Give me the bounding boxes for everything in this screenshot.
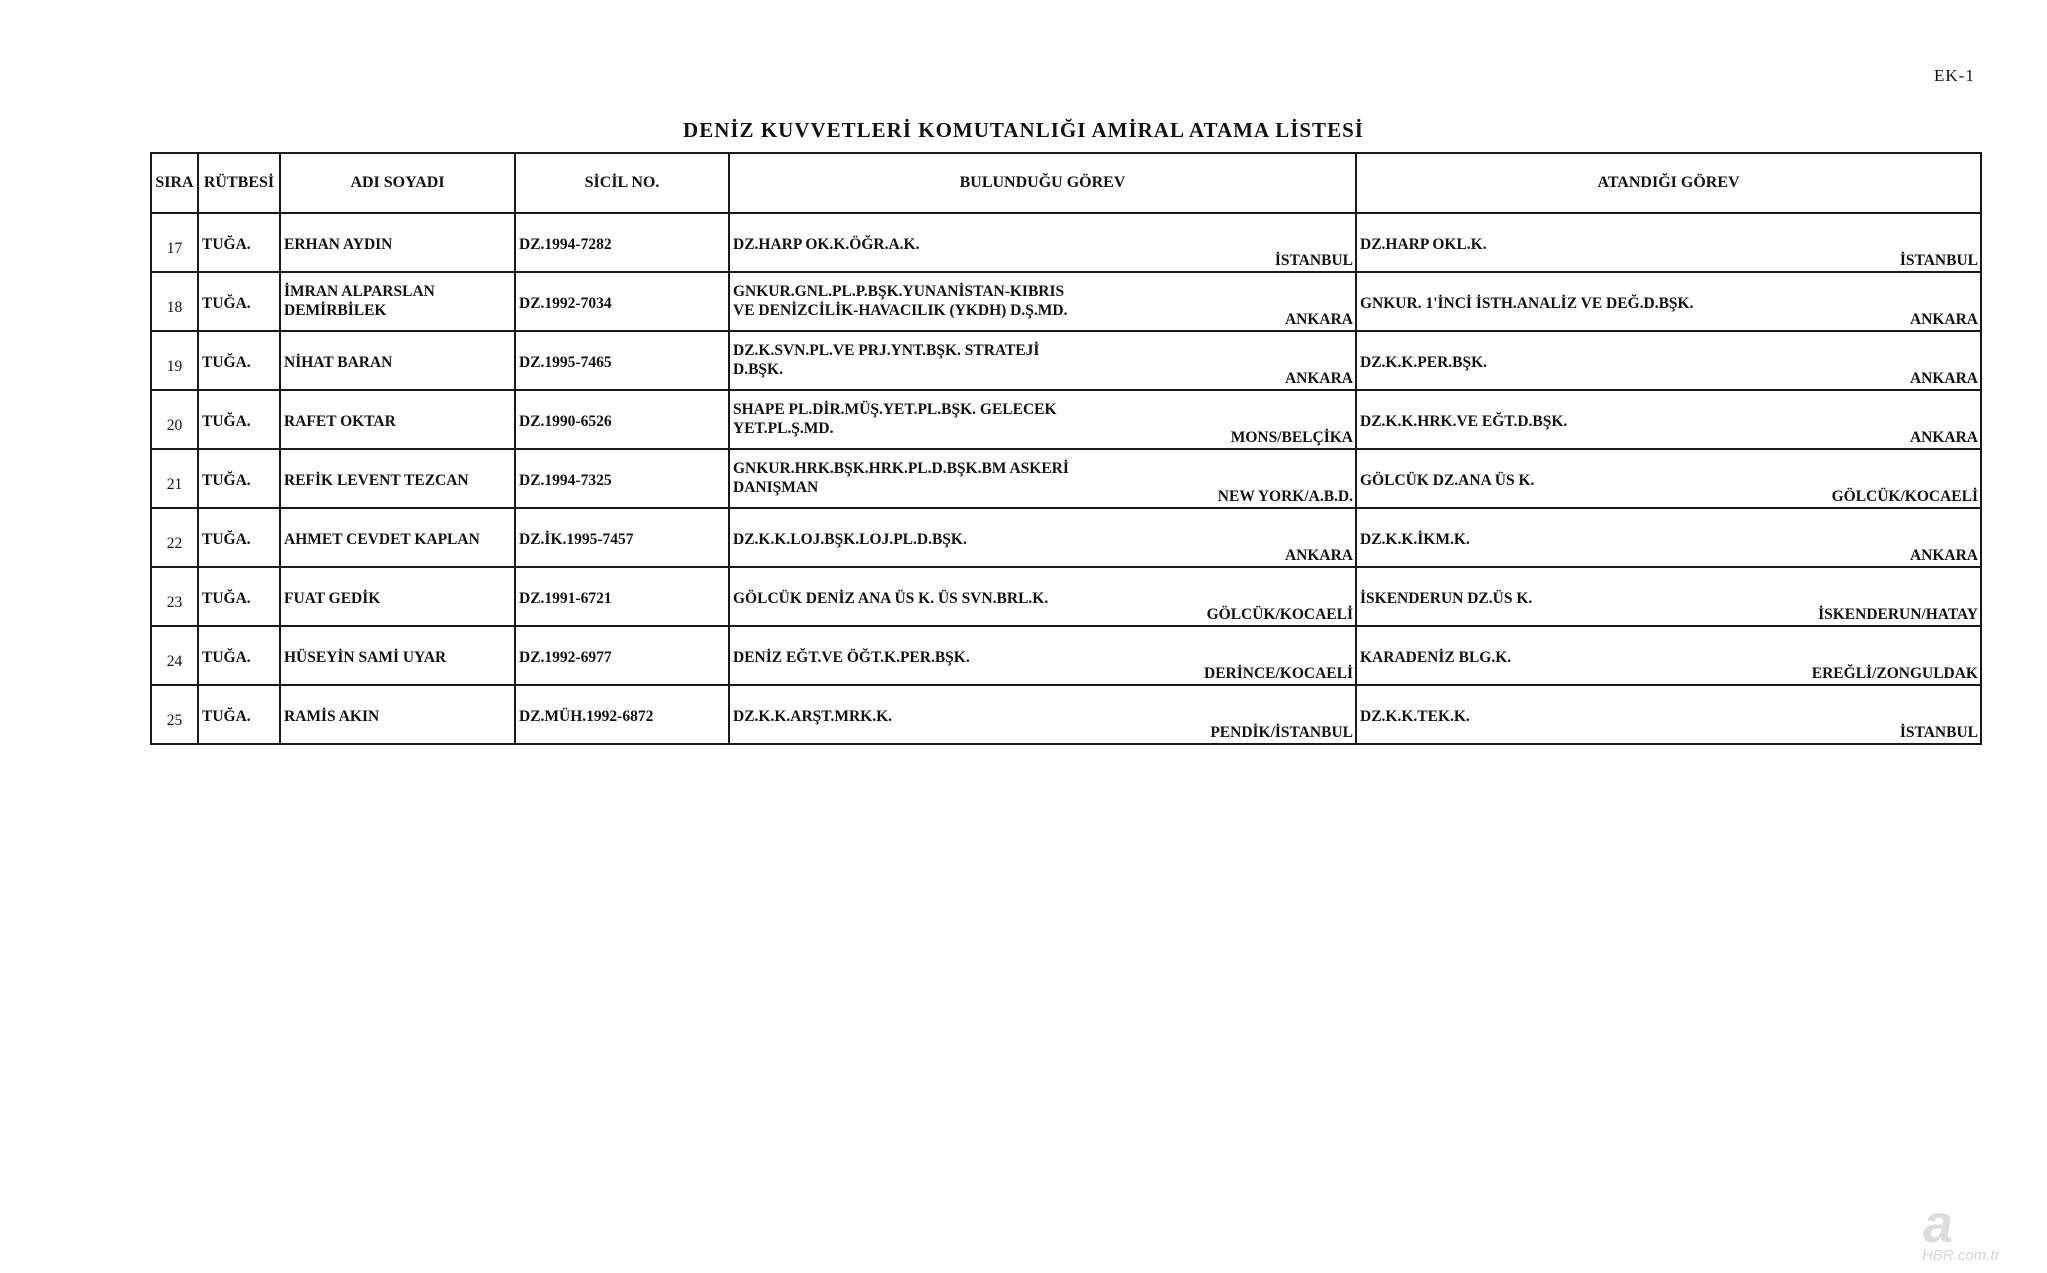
cell-sira	[151, 567, 198, 626]
cell-sira	[151, 272, 198, 331]
cell-sicil	[515, 272, 729, 331]
assigned-location: EREĞLİ/ZONGULDAK	[1811, 665, 1978, 682]
current-post-line: GNKUR.HRK.BŞK.HRK.PL.D.BŞK.BM ASKERİ	[733, 460, 1069, 477]
cell-assigned-box	[1357, 450, 1980, 507]
appointment-table	[150, 152, 1982, 745]
assigned-post: GÖLCÜK DZ.ANA ÜS K.	[1360, 472, 1535, 489]
current-location: PENDİK/İSTANBUL	[1210, 724, 1353, 741]
assigned-post: İSKENDERUN DZ.ÜS K.	[1360, 590, 1533, 607]
assigned-post: GNKUR. 1'İNCİ İSTH.ANALİZ VE DEĞ.D.BŞK.	[1360, 295, 1694, 312]
current-location: İSTANBUL	[1274, 252, 1353, 269]
current-post	[733, 531, 1352, 549]
cell-sicil	[515, 213, 729, 272]
current-post	[733, 236, 1352, 254]
table-row	[151, 272, 1981, 331]
cell-sira-box	[152, 273, 197, 330]
person-name-line: AHMET CEVDET KAPLAN	[284, 531, 480, 548]
cell-rutbe	[198, 626, 280, 685]
cell-sira-box	[152, 332, 197, 389]
person-name-line: NİHAT BARAN	[284, 354, 393, 371]
assigned-post: DZ.K.K.TEK.K.	[1360, 708, 1470, 725]
cell-sicil	[515, 685, 729, 744]
registry-number: DZ.1990-6526	[519, 413, 612, 430]
person-name	[284, 590, 511, 608]
person-name-line: HÜSEYİN SAMİ UYAR	[284, 649, 447, 666]
cell-name	[280, 508, 515, 567]
assigned-location: İSKENDERUN/HATAY	[1818, 606, 1978, 623]
rank-text: TUĞA.	[202, 354, 251, 371]
current-location: ANKARA	[1284, 370, 1353, 387]
cell-name-box	[281, 214, 514, 271]
cell-assigned-box	[1357, 332, 1980, 389]
cell-assigned-box	[1357, 214, 1980, 271]
cell-sira	[151, 449, 198, 508]
watermark-site: HBR.com.tr	[1922, 1247, 2000, 1264]
column-header-name: ADI SOYADI	[280, 153, 515, 213]
cell-assigned-post	[1356, 213, 1981, 272]
cell-name-box	[281, 627, 514, 684]
current-post-line: D.BŞK.	[733, 361, 783, 378]
rank-text: TUĞA.	[202, 413, 251, 430]
cell-rutbe-box	[199, 627, 279, 684]
cell-sicil-box	[516, 686, 728, 743]
cell-name-box	[281, 568, 514, 625]
cell-current-box	[730, 450, 1355, 507]
cell-assigned-post	[1356, 508, 1981, 567]
person-name	[284, 472, 511, 490]
cell-rutbe	[198, 390, 280, 449]
table-row	[151, 508, 1981, 567]
table-row	[151, 331, 1981, 390]
current-post-line: GNKUR.GNL.PL.P.BŞK.YUNANİSTAN-KIBRIS	[733, 283, 1065, 300]
person-name	[284, 649, 511, 667]
cell-current-box	[730, 568, 1355, 625]
table-row	[151, 685, 1981, 744]
assigned-location: İSTANBUL	[1899, 724, 1978, 741]
cell-sira	[151, 331, 198, 390]
cell-sira-box	[152, 568, 197, 625]
cell-sira-box	[152, 686, 197, 743]
current-location: ANKARA	[1284, 547, 1353, 564]
watermark-brand-letter: a	[1922, 1202, 1954, 1254]
cell-sira-box	[152, 214, 197, 271]
rank-text: TUĞA.	[202, 649, 251, 666]
cell-sicil-box	[516, 568, 728, 625]
cell-rutbe-box	[199, 391, 279, 448]
cell-rutbe	[198, 272, 280, 331]
person-name-line: FUAT GEDİK	[284, 590, 381, 607]
cell-sicil-box	[516, 273, 728, 330]
cell-sira	[151, 626, 198, 685]
assigned-location: ANKARA	[1909, 311, 1978, 328]
cell-sira-box	[152, 509, 197, 566]
current-post-line: DENİZ EĞT.VE ÖĞT.K.PER.BŞK.	[733, 649, 970, 666]
cell-assigned-post	[1356, 390, 1981, 449]
appendix-label: EK-1	[1934, 66, 1975, 85]
cell-current-box	[730, 332, 1355, 389]
registry-number: DZ.1994-7282	[519, 236, 612, 253]
registry-number: DZ.1992-7034	[519, 295, 612, 312]
cell-sicil-box	[516, 509, 728, 566]
cell-assigned-post	[1356, 685, 1981, 744]
cell-sicil-box	[516, 391, 728, 448]
cell-rutbe	[198, 685, 280, 744]
current-location: MONS/BELÇİKA	[1230, 429, 1353, 446]
current-post-line: VE DENİZCİLİK-HAVACILIK (YKDH) D.Ş.MD.	[733, 302, 1068, 319]
sira-number: 20	[166, 417, 183, 434]
current-location: DERİNCE/KOCAELİ	[1204, 665, 1353, 682]
table-row	[151, 626, 1981, 685]
cell-assigned-box	[1357, 391, 1980, 448]
cell-rutbe	[198, 331, 280, 390]
cell-current-post	[729, 272, 1356, 331]
rank-text: TUĞA.	[202, 531, 251, 548]
cell-name-box	[281, 273, 514, 330]
cell-rutbe	[198, 567, 280, 626]
cell-current-post	[729, 685, 1356, 744]
cell-current-post	[729, 567, 1356, 626]
assigned-location: ANKARA	[1909, 547, 1978, 564]
cell-assigned-box	[1357, 627, 1980, 684]
cell-rutbe-box	[199, 509, 279, 566]
cell-current-post	[729, 449, 1356, 508]
cell-assigned-box	[1357, 686, 1980, 743]
current-post-line: DZ.K.SVN.PL.VE PRJ.YNT.BŞK. STRATEJİ	[733, 342, 1040, 359]
cell-rutbe-box	[199, 450, 279, 507]
cell-current-box	[730, 627, 1355, 684]
cell-assigned-post	[1356, 449, 1981, 508]
cell-rutbe-box	[199, 332, 279, 389]
cell-rutbe	[198, 213, 280, 272]
cell-name	[280, 331, 515, 390]
cell-sicil-box	[516, 332, 728, 389]
cell-name-box	[281, 450, 514, 507]
cell-assigned-post	[1356, 626, 1981, 685]
cell-name-box	[281, 686, 514, 743]
table-row	[151, 567, 1981, 626]
person-name	[284, 282, 511, 320]
rank-text: TUĞA.	[202, 708, 251, 725]
current-post-line: DZ.K.K.LOJ.BŞK.LOJ.PL.D.BŞK.	[733, 531, 967, 548]
registry-number: DZ.1995-7465	[519, 354, 612, 371]
cell-assigned-post	[1356, 567, 1981, 626]
cell-sicil	[515, 567, 729, 626]
person-name	[284, 236, 511, 254]
registry-number: DZ.1994-7325	[519, 472, 612, 489]
rank-text: TUĞA.	[202, 472, 251, 489]
cell-current-post	[729, 508, 1356, 567]
cell-rutbe	[198, 508, 280, 567]
current-post-line: YET.PL.Ş.MD.	[733, 420, 834, 437]
registry-number: DZ.MÜH.1992-6872	[519, 708, 654, 725]
cell-sira	[151, 213, 198, 272]
cell-name	[280, 272, 515, 331]
registry-number: DZ.1992-6977	[519, 649, 612, 666]
cell-current-post	[729, 390, 1356, 449]
current-post-line: DZ.HARP OK.K.ÖĞR.A.K.	[733, 236, 920, 253]
person-name-line: ERHAN AYDIN	[284, 236, 393, 253]
table-header-row	[151, 153, 1981, 213]
cell-sicil	[515, 508, 729, 567]
rank-text: TUĞA.	[202, 236, 251, 253]
current-location: ANKARA	[1284, 311, 1353, 328]
person-name-line: REFİK LEVENT TEZCAN	[284, 472, 469, 489]
cell-assigned-post	[1356, 331, 1981, 390]
assigned-post: DZ.K.K.PER.BŞK.	[1360, 354, 1488, 371]
cell-rutbe-box	[199, 686, 279, 743]
page-title: DENİZ KUVVETLERİ KOMUTANLIĞI AMİRAL ATAMA LİSTESİ	[683, 118, 1364, 142]
cell-current-box	[730, 273, 1355, 330]
cell-name-box	[281, 391, 514, 448]
cell-current-post	[729, 213, 1356, 272]
sira-number: 21	[166, 476, 183, 493]
cell-assigned-box	[1357, 509, 1980, 566]
cell-rutbe-box	[199, 273, 279, 330]
cell-name	[280, 626, 515, 685]
current-post-line: SHAPE PL.DİR.MÜŞ.YET.PL.BŞK. GELECEK	[733, 401, 1057, 418]
cell-sicil-box	[516, 450, 728, 507]
current-post	[733, 341, 1352, 379]
cell-sira	[151, 685, 198, 744]
cell-name	[280, 449, 515, 508]
current-location: GÖLCÜK/KOCAELİ	[1206, 606, 1353, 623]
cell-sicil	[515, 390, 729, 449]
cell-name-box	[281, 332, 514, 389]
cell-sicil	[515, 331, 729, 390]
table-row	[151, 213, 1981, 272]
current-post	[733, 282, 1352, 320]
cell-assigned-box	[1357, 568, 1980, 625]
sira-number: 24	[166, 653, 183, 670]
cell-rutbe	[198, 449, 280, 508]
cell-sicil	[515, 626, 729, 685]
cell-sira-box	[152, 391, 197, 448]
cell-current-post	[729, 331, 1356, 390]
assigned-location: GÖLCÜK/KOCAELİ	[1831, 488, 1978, 505]
cell-name	[280, 213, 515, 272]
sira-number: 18	[166, 299, 183, 316]
hbr-watermark-logo	[1912, 1202, 2042, 1264]
cell-sira	[151, 390, 198, 449]
cell-rutbe-box	[199, 568, 279, 625]
person-name-line: RAFET OKTAR	[284, 413, 396, 430]
cell-sira-box	[152, 627, 197, 684]
current-post-line: DZ.K.K.ARŞT.MRK.K.	[733, 708, 893, 725]
assigned-post: KARADENİZ BLG.K.	[1360, 649, 1512, 666]
cell-sicil-box	[516, 627, 728, 684]
column-header-rutbe: RÜTBESİ	[198, 153, 280, 213]
cell-sira	[151, 508, 198, 567]
cell-assigned-post	[1356, 272, 1981, 331]
cell-sira-box	[152, 450, 197, 507]
column-header-current-post: BULUNDUĞU GÖREV	[729, 153, 1356, 213]
person-name-line: İMRAN ALPARSLAN	[284, 283, 435, 300]
cell-current-post	[729, 626, 1356, 685]
rank-text: TUĞA.	[202, 295, 251, 312]
cell-assigned-box	[1357, 273, 1980, 330]
table-row	[151, 449, 1981, 508]
column-header-sicil: SİCİL NO.	[515, 153, 729, 213]
assigned-location: İSTANBUL	[1899, 252, 1978, 269]
cell-current-box	[730, 509, 1355, 566]
cell-current-box	[730, 686, 1355, 743]
assigned-location: ANKARA	[1909, 370, 1978, 387]
person-name	[284, 413, 511, 431]
sira-number: 23	[166, 594, 183, 611]
assigned-post: DZ.HARP OKL.K.	[1360, 236, 1487, 253]
person-name	[284, 354, 511, 372]
column-header-assigned-post: ATANDIĞI GÖREV	[1356, 153, 1981, 213]
cell-current-box	[730, 391, 1355, 448]
person-name-line: DEMİRBİLEK	[284, 302, 387, 319]
cell-rutbe-box	[199, 214, 279, 271]
current-post-line: DANIŞMAN	[733, 479, 819, 496]
cell-sicil-box	[516, 214, 728, 271]
sira-number: 19	[166, 358, 183, 375]
current-post-line: GÖLCÜK DENİZ ANA ÜS K. ÜS SVN.BRL.K.	[733, 590, 1049, 607]
person-name	[284, 708, 511, 726]
sira-number: 25	[166, 712, 183, 729]
table-row	[151, 390, 1981, 449]
sira-number: 22	[166, 535, 183, 552]
assigned-location: ANKARA	[1909, 429, 1978, 446]
cell-name	[280, 685, 515, 744]
current-location: NEW YORK/A.B.D.	[1217, 488, 1353, 505]
assigned-post: DZ.K.K.HRK.VE EĞT.D.BŞK.	[1360, 413, 1568, 430]
person-name-line: RAMİS AKIN	[284, 708, 380, 725]
sira-number: 17	[166, 240, 183, 257]
cell-name	[280, 390, 515, 449]
column-header-sira: SIRA	[151, 153, 198, 213]
cell-name-box	[281, 509, 514, 566]
cell-sicil	[515, 449, 729, 508]
cell-current-box	[730, 214, 1355, 271]
rank-text: TUĞA.	[202, 590, 251, 607]
assigned-post: DZ.K.K.İKM.K.	[1360, 531, 1470, 548]
person-name	[284, 531, 511, 549]
registry-number: DZ.1991-6721	[519, 590, 612, 607]
registry-number: DZ.İK.1995-7457	[519, 531, 634, 548]
cell-name	[280, 567, 515, 626]
